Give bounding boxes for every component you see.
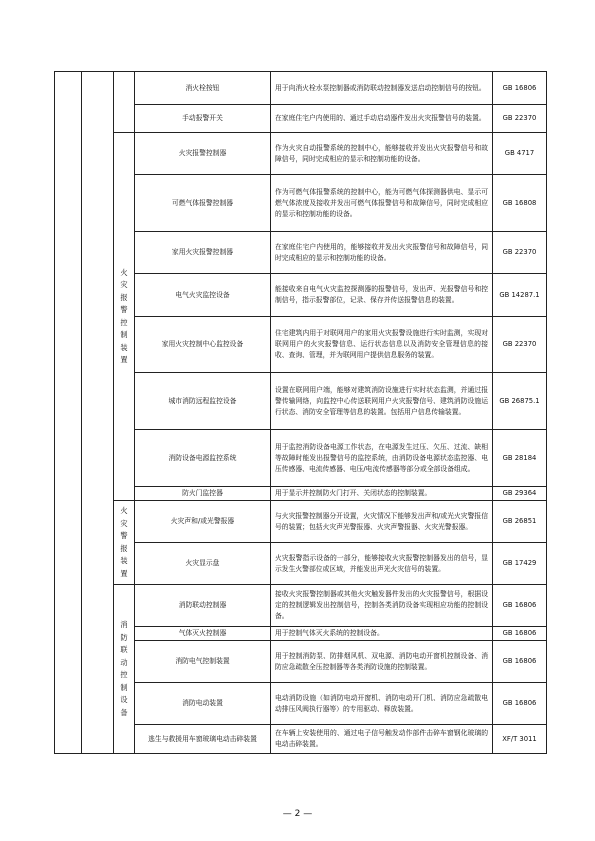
second-column-cell <box>82 72 114 754</box>
table-row <box>55 72 547 105</box>
product-name: 消防联动控制器 <box>135 585 271 627</box>
product-name: 电气火灾监控设备 <box>135 274 271 317</box>
standard-code: GB 14287.1 <box>493 274 547 317</box>
product-description: 住宅建筑内用于对联网用户的家用火灾报警设施进行实时监测，实现对联网用户的火灾报警信息、运行状态信息以及消防安全管理信息的接收、查询、管理，并为联网用户提供信息服务的装置。 <box>271 317 493 373</box>
standard-code: GB 16806 <box>493 72 547 105</box>
product-description: 用于控制消防泵、防排烟风机、双电源、消防电动开窗机控制设备、消防应急疏散全压控制器等各类消防设施的控制装置。 <box>271 641 493 683</box>
category-alarm: 火灾警报装置 <box>114 501 135 585</box>
category-cell-empty <box>114 72 135 133</box>
product-description: 接收火灾报警控制器或其他火灾触发器件发出的火灾报警信号，根据设定的控制逻辑发出控制信号，控制各类消防设备实现相应功能的控制设备。 <box>271 585 493 627</box>
standard-code: GB 22370 <box>493 232 547 274</box>
product-name: 手动报警开关 <box>135 105 271 133</box>
standard-code: GB 28184 <box>493 430 547 487</box>
standard-code: GB 4717 <box>493 133 547 175</box>
product-description: 作为可燃气体报警系统的控制中心，能为可燃气体探测器供电、显示可燃气体浓度及接收并发出可燃气体报警信号和故障信号，同时完成相应的显示和控制功能的设备。 <box>271 175 493 232</box>
product-description: 用于监控消防设备电源工作状态，在电源发生过压、欠压、过流、缺相等故障时能发出报警信号的监控系统，由消防设备电源状态监控器、电压传感器、电流传感器、电压/电流传感器等部分或全部设备组成。 <box>271 430 493 487</box>
product-name: 消防电动装置 <box>135 683 271 725</box>
product-name: 消火栓按钮 <box>135 72 271 105</box>
standards-table <box>54 71 547 754</box>
standard-code: GB 16806 <box>493 627 547 641</box>
product-description: 用于向消火栓水泵控制器或消防联动控制器发送启动控制信号的按钮。 <box>271 72 493 105</box>
product-name: 城市消防远程监控设备 <box>135 373 271 430</box>
page-number: — 2 — <box>282 809 313 819</box>
product-name: 家用火灾报警控制器 <box>135 232 271 274</box>
standard-code: GB 22370 <box>493 317 547 373</box>
standard-code: GB 16806 <box>493 641 547 683</box>
product-description: 在车辆上安装使用的、通过电子信号触发动作部件击碎车窗钢化玻璃的电动击碎装置。 <box>271 725 493 754</box>
product-name: 火灾声和/或光警报器 <box>135 501 271 543</box>
product-name: 火灾报警控制器 <box>135 133 271 175</box>
standard-code: GB 16806 <box>493 585 547 627</box>
outer-column-cell <box>55 72 82 754</box>
product-description: 用于控制气体灭火系统的控制设备。 <box>271 627 493 641</box>
product-description: 电动消防设施（如消防电动开窗机、消防电动开门机、消防应急疏散电动排压风阀执行器等）的专用驱动、释放装置。 <box>271 683 493 725</box>
standard-code: GB 26875.1 <box>493 373 547 430</box>
product-name: 消防设备电源监控系统 <box>135 430 271 487</box>
product-description: 作为火灾自动报警系统的控制中心，能够接收并发出火灾报警信号和故障信号，同时完成相应的显示和控制功能的设备。 <box>271 133 493 175</box>
standard-code: GB 26851 <box>493 501 547 543</box>
product-description: 与火灾报警控制器分开设置，火灾情况下能够发出声和/或光火灾警报信号的装置；包括火灾声光警报器、火灾声警报器、火灾光警报器。 <box>271 501 493 543</box>
product-name: 防火门监控器 <box>135 487 271 501</box>
standard-code: XF/T 3011 <box>493 725 547 754</box>
standard-code: GB 16806 <box>493 683 547 725</box>
category-linkage: 消防联动控制设备 <box>114 585 135 754</box>
product-description: 火灾报警指示设备的一部分，能够接收火灾报警控制器发出的信号，显示发生火警部位或区域，并能发出声光火灾信号的装置。 <box>271 543 493 585</box>
product-name: 家用火灾控制中心监控设备 <box>135 317 271 373</box>
product-name: 消防电气控制装置 <box>135 641 271 683</box>
product-name: 气体灭火控制器 <box>135 627 271 641</box>
product-name: 逃生与救援用车窗玻璃电动击碎装置 <box>135 725 271 754</box>
standard-code: GB 17429 <box>493 543 547 585</box>
standard-code: GB 16808 <box>493 175 547 232</box>
table-row <box>55 501 547 543</box>
category-alarm-control: 火灾报警控制装置 <box>114 133 135 501</box>
product-description: 在家庭住宅户内使用的、通过手动启动器件发出火灾报警信号的装置。 <box>271 105 493 133</box>
standard-code: GB 22370 <box>493 105 547 133</box>
product-description: 能接收来自电气火灾监控探测器的报警信号，发出声、光报警信号和控制信号，指示报警部位，记录、保存并传送报警信息的装置。 <box>271 274 493 317</box>
table-row <box>55 585 547 627</box>
product-name: 火灾显示盘 <box>135 543 271 585</box>
product-description: 设置在联网用户端，能够对建筑消防设施进行实时状态监测，并通过报警传输网络，向监控中心传送联网用户火灾报警信号、建筑消防设施运行状态、消防安全管理等信息的装置。包括用户信息传输装置。 <box>271 373 493 430</box>
standard-code: GB 29364 <box>493 487 547 501</box>
product-description: 在家庭住宅户内使用的，能够接收并发出火灾报警信号和故障信号，同时完成相应的显示和控制功能的设备。 <box>271 232 493 274</box>
table-row <box>55 133 547 175</box>
product-name: 可燃气体报警控制器 <box>135 175 271 232</box>
product-description: 用于显示并控制防火门打开、关闭状态的控制装置。 <box>271 487 493 501</box>
